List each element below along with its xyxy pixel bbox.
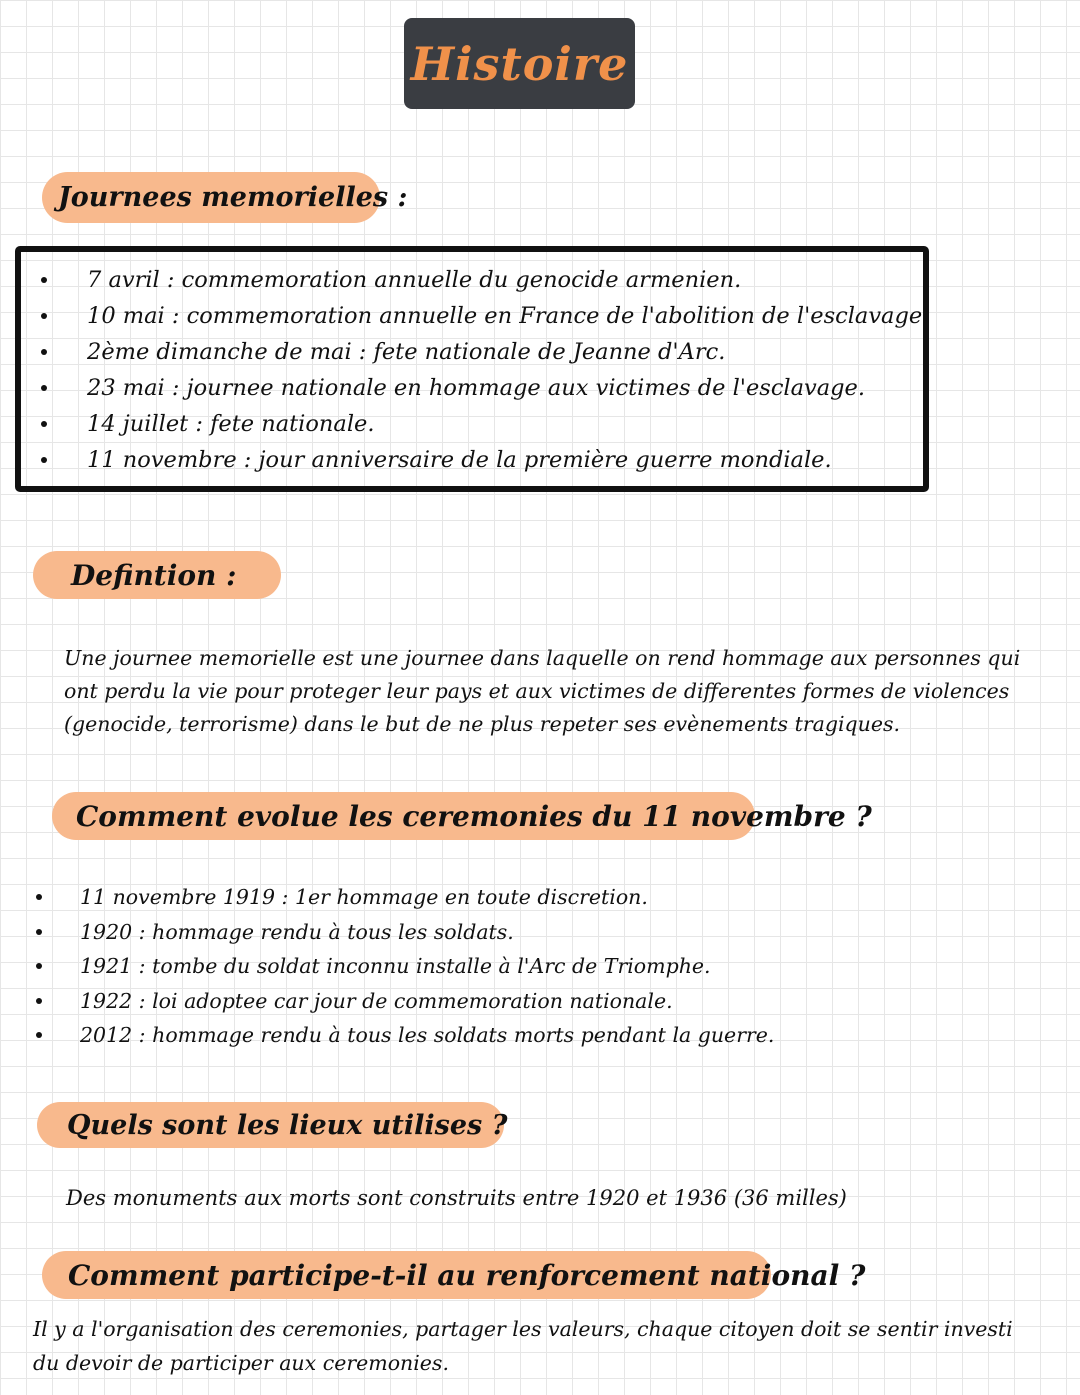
list-item: [0, 334, 929, 370]
bullet-dot: [41, 385, 47, 391]
list-item-text: 1922 : loi adoptee car jour de commemoration nationale.: [80, 988, 673, 1013]
list-item-text: 14 juillet : fete nationale.: [87, 411, 375, 437]
list-item-text: 1921 : tombe du soldat inconnu installe à l'Arc de Triomphe.: [80, 954, 711, 978]
heading-renforcement: [42, 1251, 866, 1299]
renforcement-line: du devoir de participer aux ceremonies.: [33, 1351, 449, 1375]
definition-line: (genocide, terrorisme) dans le but de ne plus repeter ses evènements tragiques.: [64, 712, 901, 736]
list-item-text: 2012 : hommage rendu à tous les soldats morts pendant la guerre.: [80, 1023, 775, 1047]
list-item-text: 10 mai : commemoration annuelle en France de l'abolition de l'esclavage.: [87, 303, 930, 329]
bullet-dot: [36, 998, 42, 1004]
renforcement-paragraph: [33, 1312, 1073, 1380]
list-item-text: 2ème dimanche de mai : fete nationale de Jeanne d'Arc.: [87, 339, 726, 365]
bullet-dot: [36, 929, 42, 935]
bullet-dot: [36, 894, 42, 900]
list-item: [0, 406, 929, 442]
list-item: [0, 915, 900, 950]
lieux-text: Des monuments aux morts sont construits entre 1920 et 1936 (36 milles): [66, 1186, 847, 1210]
list-item-text: 11 novembre : jour anniversaire de la première guerre mondiale.: [87, 447, 832, 473]
heading-journees-memorielles: [42, 172, 408, 223]
list-item: [0, 370, 929, 406]
definition-paragraph: [64, 642, 1064, 741]
heading-journees-text: Journees memorielles :: [58, 182, 408, 213]
list-item-text: 23 mai : journee nationale en hommage aux victimes de l'esclavage.: [87, 375, 866, 401]
definition-line: Une journee memorielle est une journee dans laquelle on rend hommage aux personnes qui: [64, 646, 1021, 670]
lieux-paragraph: [66, 1181, 966, 1215]
bullet-dot: [41, 349, 47, 355]
page-title: Histoire: [404, 18, 635, 109]
heading-renforcement-text: Comment participe-t-il au renforcement national ?: [68, 1258, 866, 1292]
renforcement-line: Il y a l'organisation des ceremonies, partager les valeurs, chaque citoyen doit se sentir investi: [33, 1317, 1013, 1341]
list-item-text: 11 novembre 1919 : 1er hommage en toute discretion.: [80, 885, 648, 909]
heading-evolution-text: Comment evolue les ceremonies du 11 novembre ?: [76, 799, 872, 833]
evolution-list: [0, 880, 900, 1053]
list-item-text: 1920 : hommage rendu à tous les soldats.: [80, 919, 514, 944]
list-item: [0, 298, 929, 334]
bullet-dot: [41, 421, 47, 427]
heading-lieux: [37, 1102, 508, 1148]
list-item: [0, 262, 929, 298]
definition-line: ont perdu la vie pour proteger leur pays et aux victimes de differentes formes de violences: [64, 679, 1010, 703]
heading-definition: [33, 551, 281, 599]
heading-lieux-text: Quels sont les lieux utilises ?: [67, 1109, 508, 1141]
list-item-text: 7 avril : commemoration annuelle du genocide armenien.: [87, 267, 742, 293]
journees-list: [0, 262, 929, 478]
heading-definition-text: Defintion :: [71, 558, 237, 592]
bullet-dot: [41, 457, 47, 463]
list-item: [0, 949, 900, 984]
bullet-dot: [36, 963, 42, 969]
bullet-dot: [41, 313, 47, 319]
list-item: [0, 880, 900, 915]
list-item: [0, 1018, 900, 1053]
bullet-dot: [36, 1032, 42, 1038]
heading-evolution: [52, 792, 872, 840]
bullet-dot: [41, 277, 47, 283]
list-item: [0, 984, 900, 1019]
list-item: [0, 442, 929, 478]
